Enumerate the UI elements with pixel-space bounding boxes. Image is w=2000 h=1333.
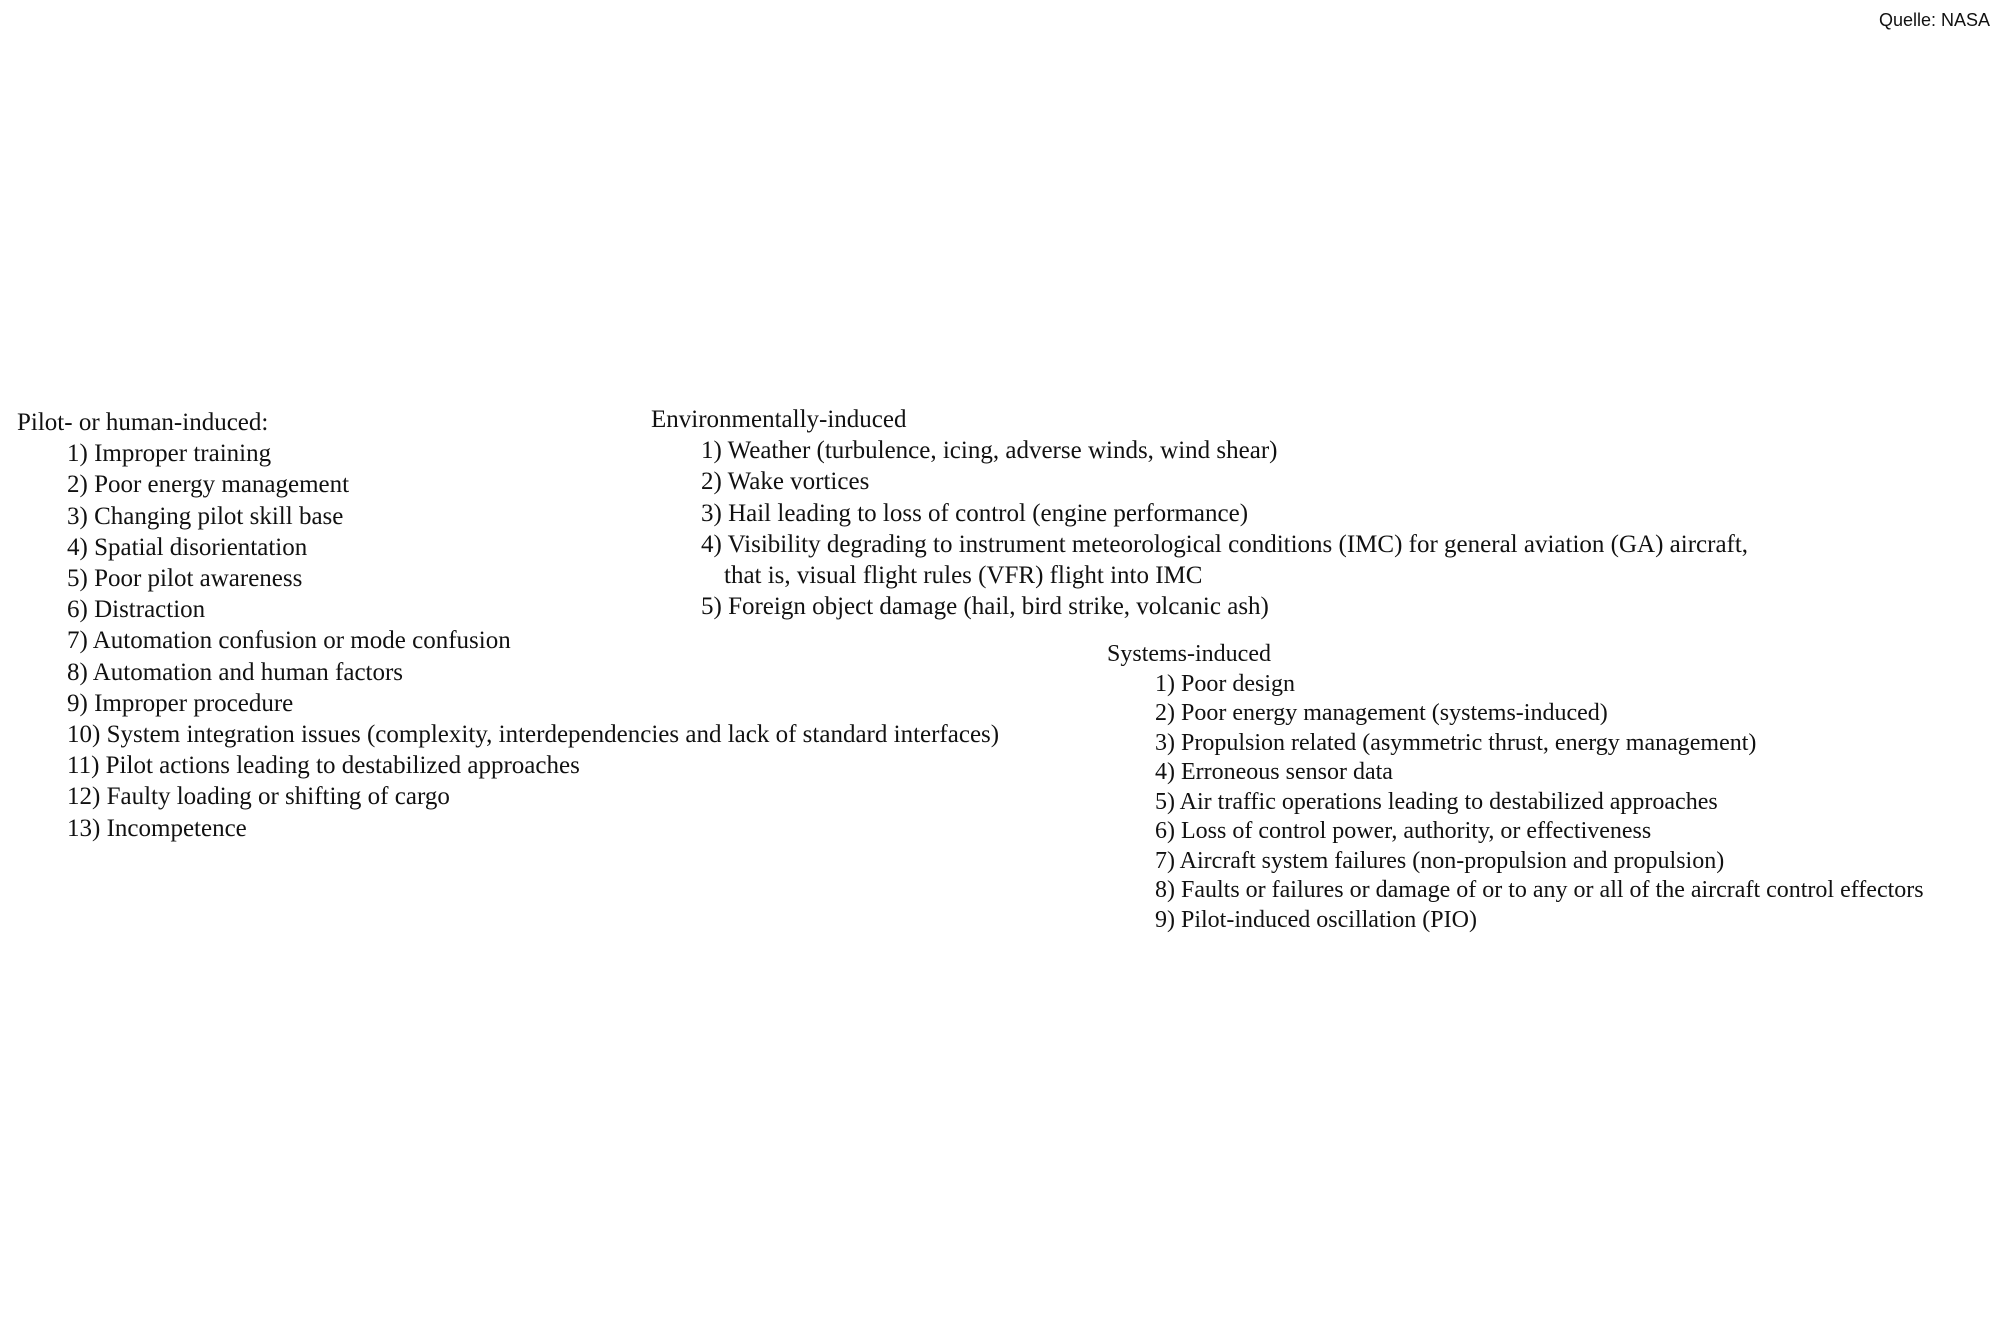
list-item: 10) System integration issues (complexity, interdependencies and lack of standard interfaces): [67, 721, 1000, 749]
list-item: 9) Improper procedure: [67, 689, 294, 717]
list-item: [701, 529, 1748, 591]
list-item: 1) Improper training: [67, 440, 272, 468]
list-item: 3) Propulsion related (asymmetric thrust, energy management): [1155, 729, 1757, 756]
list-item-text: 4) Visibility degrading to instrument meteorological conditions (IMC) for general aviation (GA) aircraft,: [701, 530, 1749, 558]
list-item: 7) Aircraft system failures (non-propulsion and propulsion): [1155, 847, 1725, 874]
environmental-list: [651, 435, 1748, 622]
list-item: 1) Poor design: [1155, 670, 1295, 697]
list-item: 12) Faulty loading or shifting of cargo: [67, 783, 450, 811]
list-item: 2) Poor energy management: [67, 471, 350, 499]
list-item: 11) Pilot actions leading to destabilized approaches: [67, 752, 580, 780]
list-item: 3) Hail leading to loss of control (engine performance): [701, 499, 1249, 527]
environmental-heading: Environmentally-induced: [651, 406, 907, 433]
list-item: 5) Foreign object damage (hail, bird strike, volcanic ash): [701, 593, 1269, 621]
systems-section: [1107, 640, 1924, 935]
list-item: 1) Weather (turbulence, icing, adverse winds, wind shear): [701, 437, 1278, 465]
list-item: 5) Poor pilot awareness: [67, 565, 303, 593]
list-item: 3) Changing pilot skill base: [67, 502, 344, 530]
list-item: 6) Distraction: [67, 596, 206, 624]
list-item: 4) Spatial disorientation: [67, 533, 308, 561]
systems-list: [1107, 670, 1924, 936]
list-item: 2) Poor energy management (systems-induced): [1155, 700, 1608, 726]
list-item: 9) Pilot-induced oscillation (PIO): [1155, 906, 1477, 933]
list-item: 6) Loss of control power, authority, or effectiveness: [1155, 818, 1652, 844]
source-credit: Quelle: NASA: [1878, 10, 1990, 30]
systems-heading: Systems-induced: [1107, 641, 1271, 667]
environmental-section: [651, 404, 1748, 622]
list-item: 13) Incompetence: [67, 814, 247, 842]
list-item: 4) Erroneous sensor data: [1155, 759, 1393, 785]
list-item: 2) Wake vortices: [701, 468, 870, 496]
list-item-continuation: that is, visual flight rules (VFR) flight into IMC: [724, 562, 1203, 590]
list-item: 8) Automation and human factors: [67, 658, 404, 686]
list-item: 8) Faults or failures or damage of or to any or all of the aircraft control effectors: [1155, 877, 1924, 903]
list-item: 7) Automation confusion or mode confusion: [67, 627, 511, 655]
list-item: 5) Air traffic operations leading to destabilized approaches: [1155, 788, 1718, 815]
pilot-induced-heading: Pilot- or human-induced:: [17, 409, 269, 436]
